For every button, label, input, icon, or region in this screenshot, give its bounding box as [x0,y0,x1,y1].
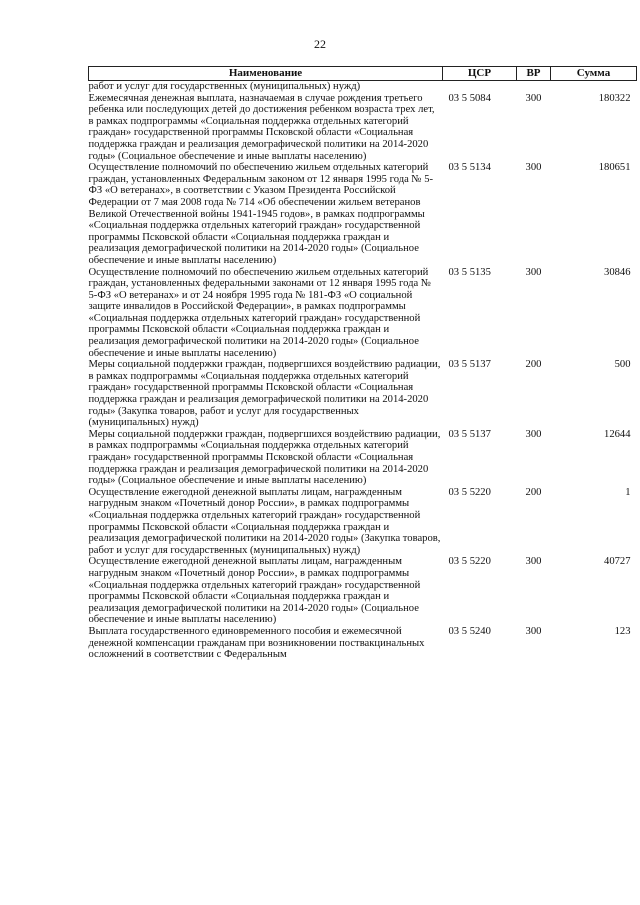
row-csr: 03 5 5240 [448,625,491,637]
table-row [89,162,637,266]
row-csr: 03 5 5084 [448,92,491,104]
row-vr: 300 [525,92,542,104]
row-csr: 03 5 5135 [448,266,491,278]
row-sum: 30846 [604,266,631,278]
table-row [89,267,637,360]
row-csr [443,81,517,93]
table-row [89,93,637,163]
row-name: Меры социальной поддержки граждан, подвергшихся воздействию радиации, в рамках подпрограммы «Социальная поддержка отдельных категорий граждан» государственной программы Псковской области «Социальная поддержка граждан и реализация демографической политики на 2014-2020 годы» (Социальное обеспечение и иные выплаты населению) [88,428,441,487]
row-sum: 12644 [604,428,631,440]
header-csr: ЦСР [443,67,517,81]
row-csr: 03 5 5220 [448,486,491,498]
row-name: Осуществление ежегодной денежной выплаты лицам, награжденным нагрудным знаком «Почетный донор России», в рамках подпрограммы «Социальная поддержка отдельных категорий граждан» государственной программы Псковской области «Социальная поддержка граждан и реализация демографической политики на 2014-2020 годы» (Социальное обеспечение и иные выплаты населению) [88,556,421,626]
budget-table [88,66,637,661]
row-sum: 180651 [598,162,631,174]
row-vr: 300 [525,625,542,637]
table-row [89,81,637,93]
page-number: 22 [314,37,326,51]
row-csr: 03 5 5220 [448,556,491,568]
row-sum: 500 [614,359,631,371]
row-name: Выплата государственного единовременного пособия и ежемесячной денежной компенсации гражданам при возникновении поствакцинальных осложнений в соответствии с Федеральным [88,625,425,661]
row-sum: 123 [614,625,631,637]
row-name: Осуществление полномочий по обеспечению жильем отдельных категорий граждан, установленных федеральными законами от 12 января 1995 года № 5-ФЗ «О ветеранах» и от 24 ноября 1995 года № 181-ФЗ «О социальной защите инвалидов в Российской Федерации», в рамках подпрограммы «Социальная поддержка отдельных категорий граждан» государственной программы Псковской области «Социальная поддержка граждан и реализация демографической политики на 2014-2020 годы» (Социальное обеспечение и иные выплаты населению) [88,266,431,359]
table-row [89,556,637,626]
table-row [89,487,637,557]
row-csr: 03 5 5137 [448,428,491,440]
row-vr: 300 [525,266,542,278]
row-name: работ и услуг для государственных (муниципальных) нужд) [88,81,361,92]
table-row [89,359,637,429]
row-sum: 180322 [598,92,631,104]
row-sum [551,81,637,93]
row-vr: 200 [525,359,542,371]
row-vr: 300 [525,428,542,440]
row-sum: 40727 [604,556,631,568]
row-vr [517,81,551,93]
row-vr: 300 [525,556,542,568]
row-sum: 1 [625,486,631,498]
row-vr: 300 [525,162,542,174]
row-name: Осуществление ежегодной денежной выплаты лицам, награжденным нагрудным знаком «Почетный донор России», в рамках подпрограммы «Социальная поддержка отдельных категорий граждан» государственной программы Псковской области «Социальная поддержка граждан и реализация демографической политики на 2014-2020 годы» (Закупка товаров, работ и услуг для государственных (муниципальных) нужд) [88,486,441,556]
row-name: Меры социальной поддержки граждан, подвергшихся воздействию радиации, в рамках подпрограммы «Социальная поддержка отдельных категорий граждан» государственной программы Псковской области «Социальная поддержка граждан и реализация демографической политики на 2014-2020 годы» (Закупка товаров, работ и услуг для государственных (муниципальных) нужд) [88,359,441,429]
header-vr: ВР [517,67,551,81]
row-vr: 200 [525,486,542,498]
row-csr: 03 5 5137 [448,359,491,371]
header-sum: Сумма [551,67,637,81]
row-name: Ежемесячная денежная выплата, назначаемая в случае рождения третьего ребенка или последующих детей до достижения ребенком возраста трех лет, в рамках подпрограммы «Социальная поддержка отдельных категорий граждан» государственной программы Псковской области «Социальная поддержка граждан и реализация демографической политики на 2014-2020 годы» (Социальное обеспечение и иные выплаты населению) [88,92,435,162]
table-header-row [89,67,637,81]
row-csr: 03 5 5134 [448,162,491,174]
row-name: Осуществление полномочий по обеспечению жильем отдельных категорий граждан, установленных Федеральным законом от 12 января 1995 года № 5-ФЗ «О ветеранах», в соответствии с Указом Президента Российской Федерации от 7 мая 2008 года № 714 «Об обеспечении жильем ветеранов Великой Отечественной войны 1941-1945 годов», в рамках подпрограммы «Социальная поддержка отдельных категорий граждан» государственной программы Псковской области «Социальная поддержка граждан и реализация демографической политики на 2014-2020 годы» (Социальное обеспечение и иные выплаты населению) [88,162,434,266]
table-row [89,429,637,487]
table-row [89,626,637,661]
header-name: Наименование [89,67,443,81]
